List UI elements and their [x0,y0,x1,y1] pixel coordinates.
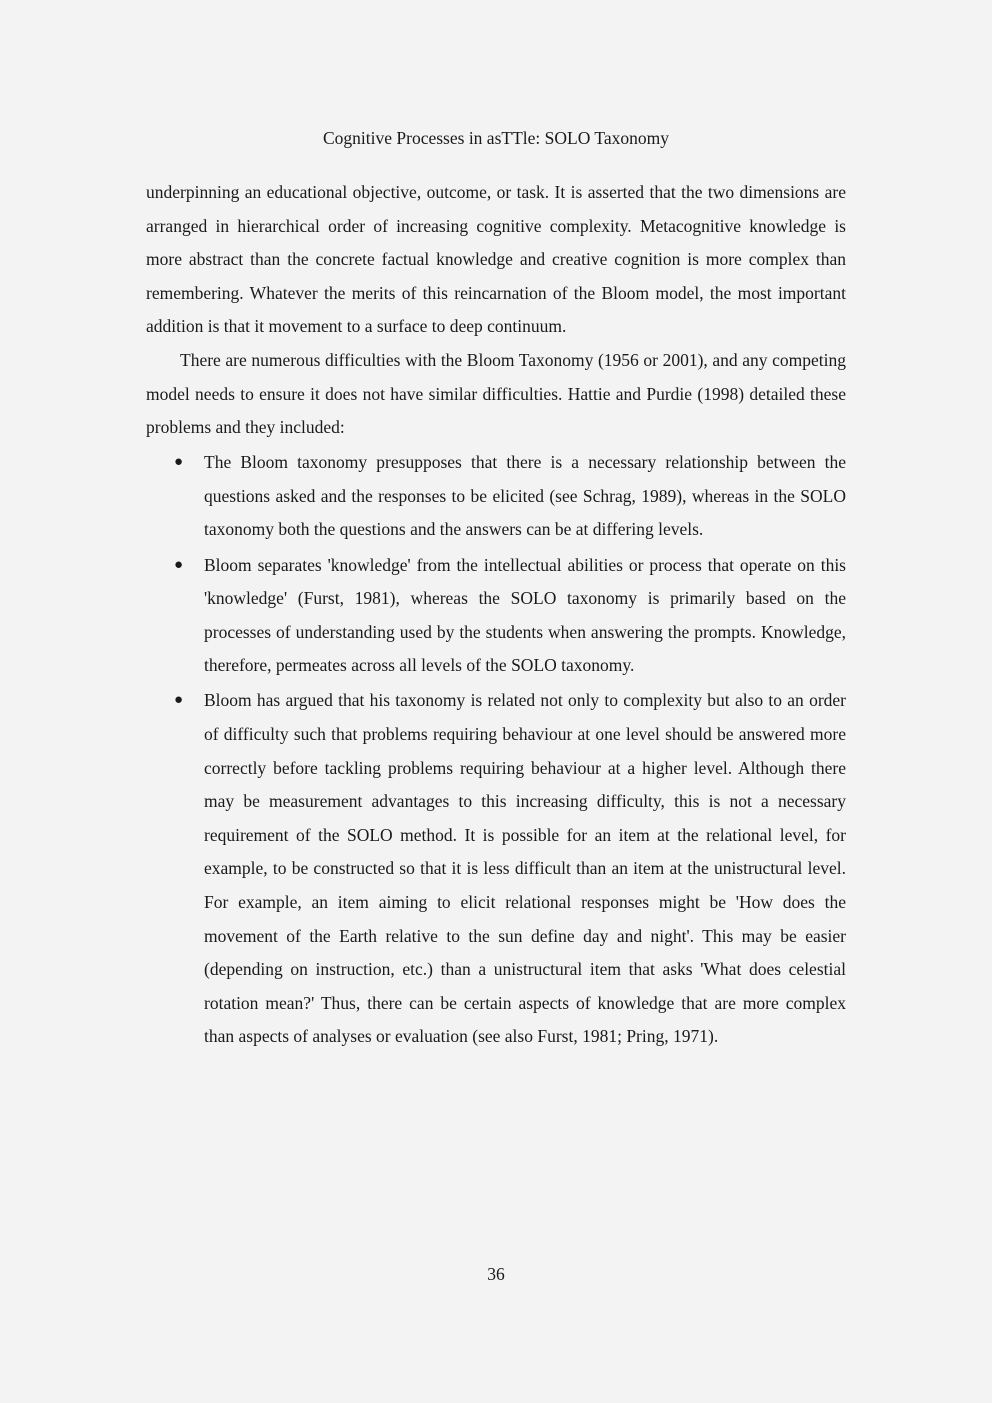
list-item [146,684,846,1054]
list-item [146,549,846,683]
paragraph-continuation: underpinning an educational objective, outcome, or task. It is asserted that the two dimensions are arranged in hierarchical order of increasing cognitive complexity. Metacognitive knowledge is more abstract than the concrete factual knowledge and creative cognition is more complex than remembering. Whatever the merits of this reincarnation of the Bloom model, the most important addition is that it movement to a surface to deep continuum. [146,182,846,337]
bullet-icon: ● [174,556,184,573]
difficulties-list [146,446,846,1054]
body-text [146,176,846,1054]
running-head: Cognitive Processes in asTTle: SOLO Taxonomy [323,128,669,148]
list-item-text: Bloom has argued that his taxonomy is related not only to complexity but also to an order of difficulty such that problems requiring behaviour at one level should be answered more correctly before tackling problems requiring behaviour at a higher level. Although there may be measurement advantages to this increasing difficulty, this is not a necessary requirement of the SOLO method. It is possible for an item at the relational level, for example, to be constructed so that it is less difficult than an item at the unistructural level. For example, an item aiming to elicit relational responses might be 'How does the movement of the Earth relative to the sun define day and night'. This may be easier (depending on instruction, etc.) than a unistructural item that asks 'What does celestial rotation mean?' Thus, there can be certain aspects of knowledge that are more complex than aspects of analyses or evaluation (see also Furst, 1981; Pring, 1971). [204,690,846,1047]
bullet-icon: ● [174,692,184,709]
paragraph-difficulties-intro: There are numerous difficulties with the Bloom Taxonomy (1956 or 2001), and any competing model needs to ensure it does not have similar difficulties. Hattie and Purdie (1998) detailed these problems and they included: [146,349,846,438]
page-number: 36 [487,1264,505,1284]
list-item-text: The Bloom taxonomy presupposes that there is a necessary relationship between the questions asked and the responses to be elicited (see Schrag, 1989), whereas in the SOLO taxonomy both the questions and the answers can be at differing levels. [204,452,846,540]
list-item-text: Bloom separates 'knowledge' from the intellectual abilities or process that operate on this 'knowledge' (Furst, 1981), whereas the SOLO taxonomy is primarily based on the processes of understanding used by the students when answering the prompts. Knowledge, therefore, permeates across all levels of the SOLO taxonomy. [204,554,846,676]
bullet-icon: ● [174,454,184,471]
list-item [146,446,846,547]
